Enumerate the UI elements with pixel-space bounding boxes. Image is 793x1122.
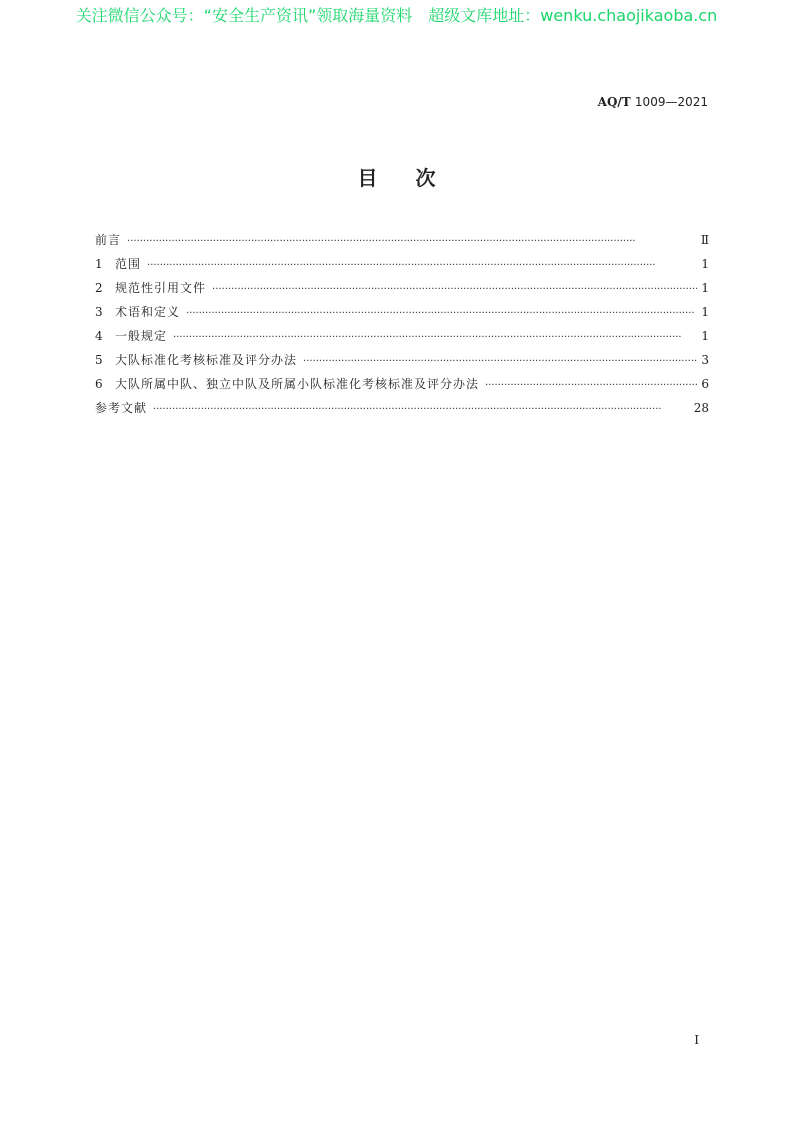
- toc-entry-page: 1: [701, 305, 709, 319]
- toc-leader-dots: [153, 398, 690, 422]
- toc-entry-brigade-standards[interactable]: [95, 348, 709, 372]
- toc-entry-page: 6: [701, 377, 709, 391]
- toc-entry-page: 1: [701, 329, 709, 343]
- toc-entry-label: 规范性引用文件: [115, 281, 207, 295]
- toc-entry-label: 大队所属中队、独立中队及所属小队标准化考核标准及评分办法: [115, 377, 480, 391]
- toc-entry-label: 大队标准化考核标准及评分办法: [115, 353, 298, 367]
- toc-leader-dots: [186, 302, 697, 326]
- toc-entry-terms-definitions[interactable]: [95, 300, 709, 324]
- toc-entry-number: 1: [95, 257, 103, 271]
- toc-title: 目次: [357, 166, 474, 190]
- toc-entry-page: 3: [701, 353, 709, 367]
- watermark-banner: 关注微信公众号：“安全生产资讯”领取海量资料 超级文库地址：wenku.chaojikaoba.cn: [75, 6, 718, 25]
- toc-entry-page: 28: [693, 401, 709, 415]
- toc-entry-label: 范围: [115, 257, 142, 271]
- toc-entry-number: 4: [95, 329, 103, 343]
- toc-entry-scope[interactable]: [95, 252, 709, 276]
- document-code: [598, 95, 708, 109]
- toc-entry-page: 1: [701, 257, 709, 271]
- toc-entry-page: Ⅱ: [700, 233, 709, 247]
- document-code-number: 1009—2021: [634, 95, 708, 109]
- toc-entry-foreword[interactable]: [95, 228, 709, 252]
- toc-entry-number: 2: [95, 281, 103, 295]
- toc-entry-number: 5: [95, 353, 103, 367]
- toc-leader-dots: [127, 230, 697, 254]
- toc-leader-dots: [147, 254, 697, 278]
- toc-entry-label: 前言: [95, 233, 122, 247]
- toc-leader-dots: [303, 350, 697, 374]
- toc-entry-general-provisions[interactable]: [95, 324, 709, 348]
- toc-entry-number: 3: [95, 305, 103, 319]
- toc-entry-label: 一般规定: [115, 329, 168, 343]
- toc-entry-bibliography[interactable]: [95, 396, 709, 420]
- toc-entry-normative-references[interactable]: [95, 276, 709, 300]
- toc-leader-dots: [173, 326, 697, 350]
- document-code-prefix: AQ/T: [597, 95, 631, 109]
- toc-entry-squad-standards[interactable]: [95, 372, 709, 396]
- toc-entry-number: 6: [95, 377, 103, 391]
- table-of-contents: [95, 228, 709, 420]
- toc-entry-page: 1: [701, 281, 709, 295]
- toc-entry-label: 术语和定义: [115, 305, 181, 319]
- toc-leader-dots: [485, 374, 697, 398]
- page-number: Ⅰ: [694, 1033, 699, 1047]
- toc-entry-label: 参考文献: [95, 401, 148, 415]
- toc-leader-dots: [212, 278, 697, 302]
